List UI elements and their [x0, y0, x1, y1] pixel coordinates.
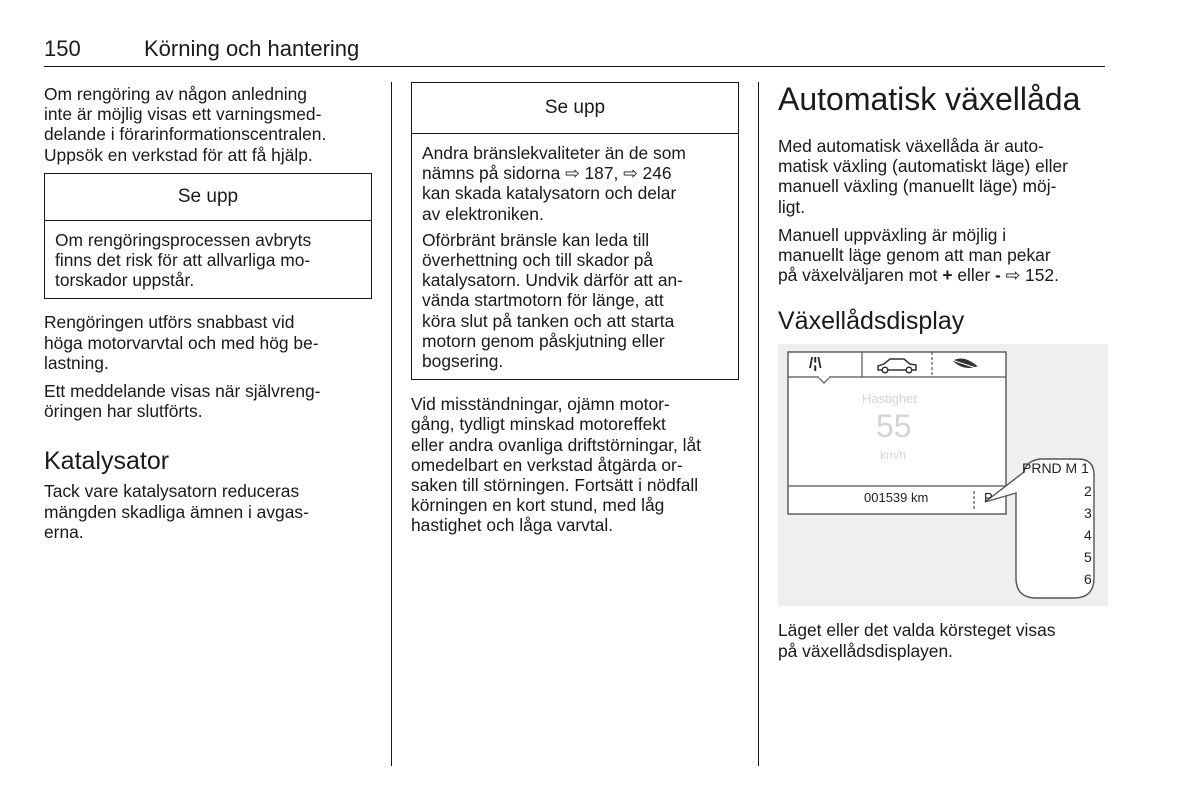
warning-text: Om rengöringsprocessen avbryts finns det risk för att allvarliga mo‐ torskador uppstår.: [55, 229, 312, 291]
page-number: 150: [44, 36, 81, 61]
gear-list-header: PRND M 1: [1022, 460, 1089, 477]
middle-column: [411, 84, 739, 544]
speed-label: Hastighet: [862, 391, 917, 407]
column-divider-left: [391, 82, 392, 766]
katalysator-heading: Katalysator: [44, 447, 170, 476]
katalysator-paragraph: Tack vare katalysatorn reduceras mängden skadliga ämnen i avgas‐ erna.: [44, 481, 309, 542]
gear-6: 6: [1084, 571, 1092, 588]
page-header: [44, 34, 1105, 67]
warning-box-fuel: [411, 82, 739, 380]
gear-3: 3: [1084, 505, 1092, 522]
figure-caption: Läget eller det valda körsteget visas på växellådsdisplayen.: [778, 620, 1056, 661]
warning-fuel-text: Andra bränslekvaliteter än de som nämns på sidorna ⇨ 187, ⇨ 246 kan skada katalysatorn och delar av elektroniken.: [422, 143, 686, 224]
cleaning-done-paragraph: Ett meddelande visas när självreng‐ öringen har slutförts.: [44, 381, 321, 422]
warning-unburnt-text: Oförbränt bränsle kan leda till överhettning och till skador på katalysatorn. Undvik därför att an‐ vända startmotorn för länge, att köra slut på tanken och att starta motorn genom påskjutning eller bogsering.: [422, 229, 683, 372]
chapter-title: Körning och hantering: [144, 36, 360, 61]
gear-5: 5: [1084, 549, 1092, 566]
warning-box-cleaning: [44, 173, 372, 300]
column-divider-right: [758, 82, 759, 766]
intro-paragraph: Om rengöring av någon anledning inte är möjlig visas ett varningsmed‐ delande i förarinformationscentralen. Uppsök en verkstad för att få hjälp.: [44, 84, 327, 165]
odometer-value: 001539 km: [864, 490, 929, 506]
gear-4: 4: [1084, 527, 1092, 544]
speed-unit: km/h: [880, 448, 907, 463]
left-column: [44, 84, 372, 550]
gearbox-display-heading: Växellådsdisplay: [778, 307, 965, 336]
gear-indicator: P: [984, 490, 993, 506]
manual-upshift-paragraph: Manuell uppväxling är möjlig i manuellt läge genom att man pekar på växelväljaren mot + eller - ⇨ 152.: [778, 224, 1059, 286]
automatic-intro-paragraph: Med automatisk växellåda är auto‐ matisk växling (automatiskt läge) eller manuell växling (manuellt läge) möj‐ ligt.: [778, 136, 1068, 217]
eco-tab-icon: /¦\: [809, 355, 822, 373]
cleaning-speed-paragraph: Rengöringen utförs snabbast vid höga motorvarvtal och med hög be‐ lastning.: [44, 312, 319, 373]
automatic-gearbox-heading: Automatisk växellåda: [778, 81, 1081, 117]
gear-2: 2: [1084, 483, 1092, 500]
misfire-paragraph: Vid misständningar, ojämn motor‐ gång, tydligt minskad motoreffekt eller andra ovanliga driftstörningar, låt omedelbart en verkstad åtgärda or‐ saken till störningen. Fortsätt i nödfall körningen en kort stund, med låg hastighet och låga varvtal.: [411, 394, 702, 536]
warning-title: Se upp: [45, 174, 371, 221]
warning-title: Se upp: [412, 83, 738, 134]
speed-value: 55: [876, 408, 912, 445]
right-column: [778, 82, 1108, 669]
gearbox-display-figure: [778, 344, 1108, 606]
